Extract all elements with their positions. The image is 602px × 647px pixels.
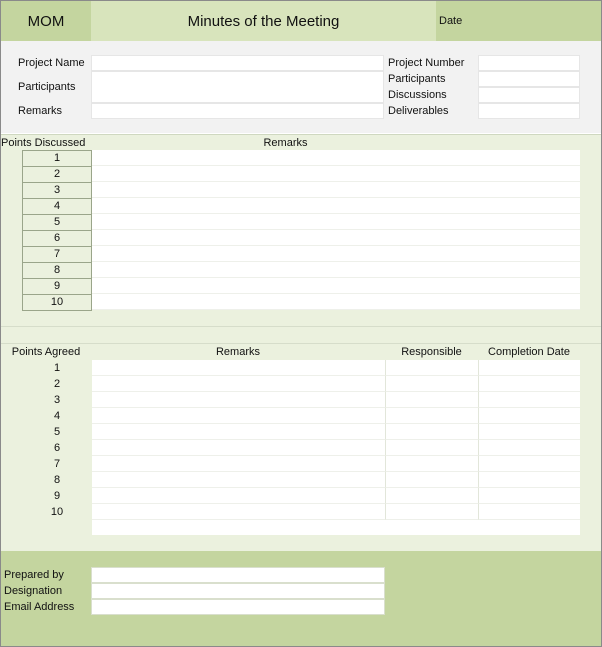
points-agreed-remarks-header: Remarks <box>215 346 260 358</box>
points-agreed-header: Points Agreed <box>11 346 81 358</box>
responsible-cell[interactable] <box>386 424 479 440</box>
row-number: 6 <box>53 442 61 454</box>
row-number: 4 <box>53 410 61 422</box>
points-discussed-remarks-column <box>92 150 580 310</box>
completion-date-cell[interactable] <box>479 392 580 408</box>
row-number: 9 <box>22 278 92 294</box>
project-number-label: Project Number <box>388 57 465 69</box>
points-agreed-extra-row[interactable] <box>92 520 580 535</box>
participants-count-label: Participants <box>388 73 446 85</box>
discussions-label: Discussions <box>388 89 447 101</box>
row-number: 3 <box>53 394 61 406</box>
completion-date-cell[interactable] <box>479 408 580 424</box>
points-discussed-remarks-cell[interactable] <box>92 246 580 262</box>
completion-date-cell[interactable] <box>479 360 580 376</box>
responsible-header: Responsible <box>401 346 462 358</box>
responsible-cell[interactable] <box>386 392 479 408</box>
email-address-field[interactable] <box>91 599 385 615</box>
completion-date-cell[interactable] <box>479 504 580 520</box>
points-discussed-remarks-cell[interactable] <box>92 150 580 166</box>
points-agreed-remarks-cell[interactable] <box>92 488 386 504</box>
date-label: Date <box>436 1 601 41</box>
points-agreed-remarks-cell[interactable] <box>92 424 386 440</box>
completion-date-cell[interactable] <box>479 376 580 392</box>
points-discussed-remarks-cell[interactable] <box>92 230 580 246</box>
responsible-cell[interactable] <box>386 408 479 424</box>
points-discussed-remarks-cell[interactable] <box>92 214 580 230</box>
points-agreed-remarks-cell[interactable] <box>92 392 386 408</box>
row-number: 7 <box>53 458 61 470</box>
row-number: 6 <box>22 230 92 246</box>
row-number: 9 <box>53 490 61 502</box>
responsible-cell[interactable] <box>386 504 479 520</box>
points-agreed-remarks-cell[interactable] <box>92 456 386 472</box>
row-number: 5 <box>22 214 92 230</box>
points-discussed-remarks-header: Remarks <box>263 137 308 149</box>
project-number-field[interactable] <box>478 55 580 71</box>
deliverables-field[interactable] <box>478 103 580 119</box>
responsible-cell[interactable] <box>386 440 479 456</box>
completion-date-cell[interactable] <box>479 424 580 440</box>
completion-date-cell[interactable] <box>479 440 580 456</box>
page-title: Minutes of the Meeting <box>91 1 436 41</box>
completion-date-header: Completion Date <box>488 346 570 358</box>
row-number: 10 <box>22 294 92 310</box>
points-agreed-remarks-cell[interactable] <box>92 408 386 424</box>
completion-date-cell[interactable] <box>479 472 580 488</box>
row-number: 8 <box>53 474 61 486</box>
participants-label: Participants <box>18 81 76 93</box>
project-name-field[interactable] <box>91 55 384 71</box>
points-agreed-remarks-cell[interactable] <box>92 472 386 488</box>
points-discussed-remarks-cell[interactable] <box>92 198 580 214</box>
responsible-cell[interactable] <box>386 472 479 488</box>
row-number: 1 <box>53 362 61 374</box>
row-number: 10 <box>50 506 64 518</box>
responsible-cell[interactable] <box>386 376 479 392</box>
points-agreed-remarks-cell[interactable] <box>92 360 386 376</box>
responsible-cell[interactable] <box>386 456 479 472</box>
row-number: 4 <box>22 198 92 214</box>
designation-field[interactable] <box>91 583 385 599</box>
prepared-by-field[interactable] <box>91 567 385 583</box>
row-number: 1 <box>22 150 92 166</box>
points-discussed-remarks-cell[interactable] <box>92 166 580 182</box>
points-discussed-numbers <box>22 150 92 311</box>
points-discussed-remarks-cell[interactable] <box>92 182 580 198</box>
completion-date-cell[interactable] <box>479 456 580 472</box>
points-discussed-remarks-cell[interactable] <box>92 262 580 278</box>
remarks-label: Remarks <box>18 105 63 117</box>
participants-field[interactable] <box>91 71 384 103</box>
deliverables-label: Deliverables <box>388 105 449 117</box>
project-name-label: Project Name <box>18 57 85 69</box>
points-agreed-remarks-cell[interactable] <box>92 376 386 392</box>
row-number: 5 <box>53 426 61 438</box>
row-number: 7 <box>22 246 92 262</box>
remarks-field[interactable] <box>91 103 384 119</box>
discussions-field[interactable] <box>478 87 580 103</box>
row-number: 2 <box>22 166 92 182</box>
email-address-label: Email Address <box>4 601 75 613</box>
row-number: 2 <box>53 378 61 390</box>
completion-date-column <box>479 360 580 520</box>
participants-count-field[interactable] <box>478 71 580 87</box>
responsible-column <box>386 360 479 520</box>
prepared-by-label: Prepared by <box>4 569 64 581</box>
points-agreed-remarks-column <box>92 360 386 520</box>
row-number: 3 <box>22 182 92 198</box>
points-discussed-remarks-cell[interactable] <box>92 294 580 310</box>
points-agreed-numbers <box>22 360 92 520</box>
section-divider <box>1 326 601 344</box>
row-number: 8 <box>22 262 92 278</box>
responsible-cell[interactable] <box>386 360 479 376</box>
header-short-title: MOM <box>1 1 91 41</box>
completion-date-cell[interactable] <box>479 488 580 504</box>
responsible-cell[interactable] <box>386 488 479 504</box>
designation-label: Designation <box>4 585 63 597</box>
points-agreed-remarks-cell[interactable] <box>92 440 386 456</box>
points-discussed-header: Points Discussed <box>1 137 86 149</box>
points-discussed-remarks-cell[interactable] <box>92 278 580 294</box>
points-agreed-remarks-cell[interactable] <box>92 504 386 520</box>
